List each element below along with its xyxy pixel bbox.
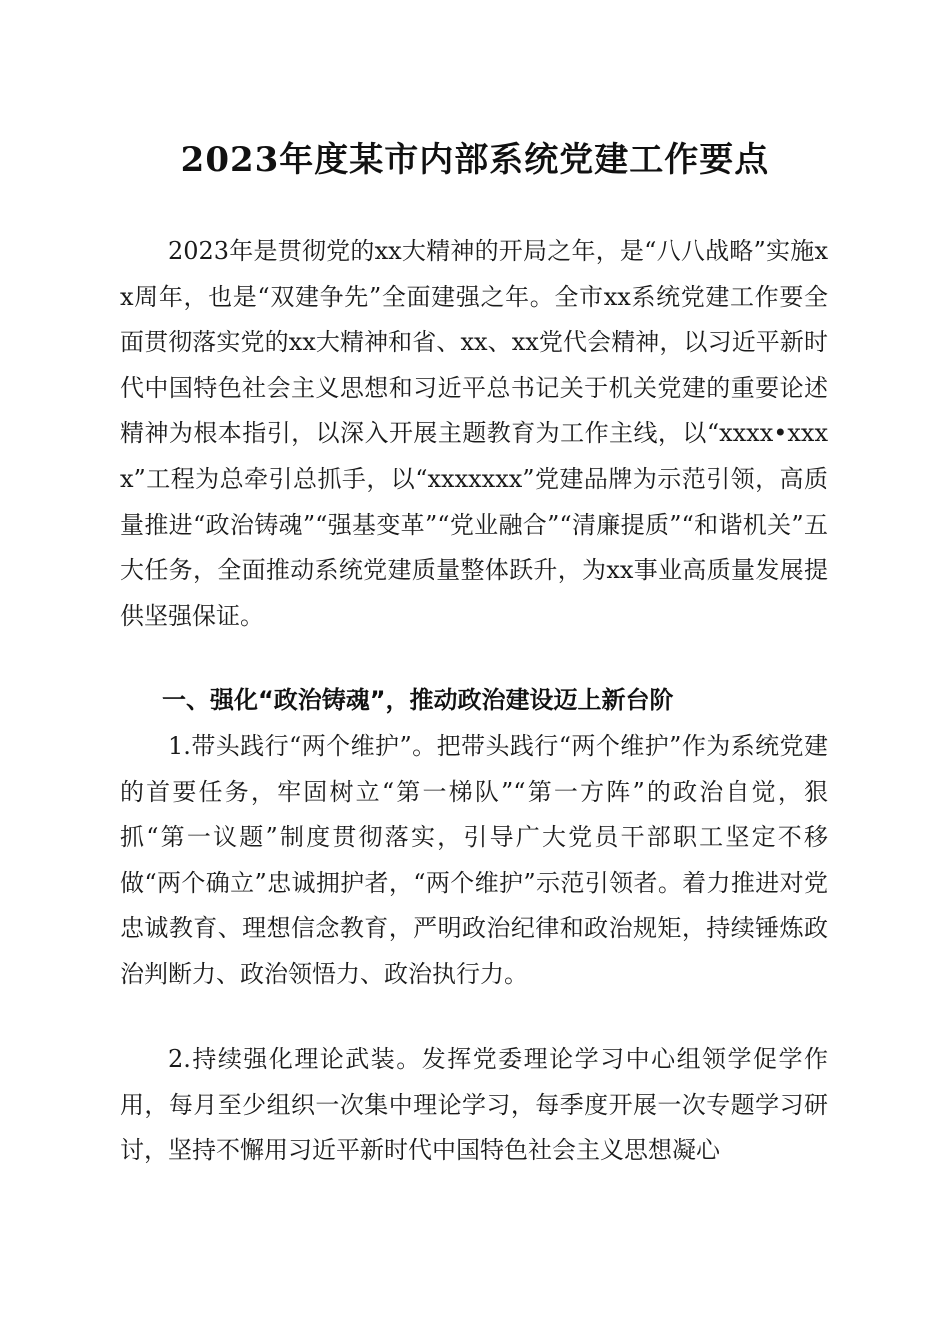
intro-paragraph: 2023年是贯彻党的xx大精神的开局之年，是“八八战略”实施xx周年，也是“双建争先”全面建强之年。全市xx系统党建工作要全面贯彻落实党的xx大精神和省、xx、xx党代会精神，以习近平新时代中国特色社会主义思想和习近平总书记关于机关党建的重要论述精神为根本指引，以深入开展主题教育为工作主线，以“xxxx•xxxx”工程为总牵引总抓手，以“xxxxxxx”党建品牌为示范引领，高质量推进“政治铸魂”“强基变革”“党业融合”“清廉提质”“和谐机关”五大任务，全面推动系统党建质量整体跃升，为xx事业高质量发展提供坚强保证。 bbox=[120, 237, 828, 630]
section-item-paragraph: 1.带头践行“两个维护”。把带头践行“两个维护”作为系统党建的首要任务，牢固树立“第一梯队”“第一方阵”的政治自觉，狠抓“第一议题”制度贯彻落实，引导广大党员干部职工坚定不移做“两个确立”忠诚拥护者，“两个维护”示范引领者。着力推进对党忠诚教育、理想信念教育，严明政治纪律和政治规矩，持续锤炼政治判断力、政治领悟力、政治执行力。 bbox=[120, 732, 828, 988]
section-heading: 一、强化“政治铸魂”，推动政治建设迈上新台阶 bbox=[162, 686, 674, 714]
section-item-paragraph: 2.持续强化理论武装。发挥党委理论学习中心组领学促学作用，每月至少组织一次集中理论学习，每季度开展一次专题学习研讨，坚持不懈用习近平新时代中国特色社会主义思想凝心 bbox=[120, 1045, 828, 1165]
document-title: 2023年度某市内部系统党建工作要点 bbox=[180, 140, 770, 180]
